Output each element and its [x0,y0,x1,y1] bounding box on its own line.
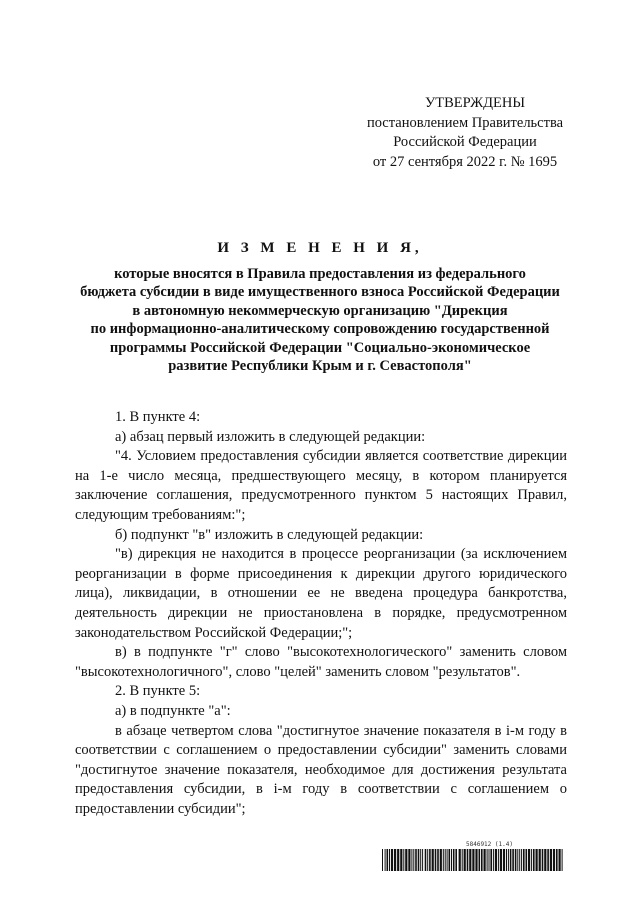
subtitle-line: в автономную некоммерческую организацию "Дирекция [132,302,508,319]
paragraph-abzac-4: в абзаце четвертом слова "достигнутое значение показателя в i-м году в соответствии с соглашением о предоставлении субсидии" заменить словами "достигнутое значение показателя, необходимое для достижения результата предоставления субсидии, в i-м году в соответствии с соглашением о предоставлении субсидии"; [75,722,567,817]
paragraph-subitem-b: б) подпункт "в" изложить в следующей редакции: [115,526,424,543]
subtitle-line: по информационно-аналитическому сопровождению государственной [90,321,550,338]
subtitle-line: развитие Республики Крым и г. Севастополя" [168,358,472,375]
paragraph-quote-4: "4. Условием предоставления субсидии является соответствие дирекции на 1-е число месяца, предшествующего месяцу, в котором планируется заключение соглашения, предусмотренного пунктом 5 настоящих Правил, следующим требованиям:"; [75,448,567,523]
barcode-icon [382,849,564,871]
approved-line-3: от 27 сентября 2022 г. № 1695 [372,153,558,170]
document-title: И З М Е Н Е Н И Я, [217,240,423,256]
paragraph-subitem-a2: а) в подпункте "а": [115,702,231,719]
paragraph-item-2: 2. В пункте 5: [115,683,201,700]
subtitle-line: которые вносятся в Правила предоставления из федерального [114,266,526,282]
subtitle-line: бюджета субсидии в виде имущественного взноса Российской Федерации [80,284,560,301]
paragraph-subitem-v: в) в подпункте "г" слово "высокотехнологического" заменить словом "высокотехнологичного", слово "целей" заменить словом "результатов". [75,644,567,680]
approved-line-1: постановлением Правительства [366,114,564,131]
document-subtitle [40,265,600,375]
subtitle-line: программы Российской Федерации "Социально-экономическое [109,339,531,356]
document-body [75,408,567,819]
paragraph-item-1: 1. В пункте 4: [115,409,201,425]
paragraph-quote-v: "в) дирекция не находится в процессе реорганизации (за исключением реорганизации в форме присоединения к дирекции другого юридического лица), ликвидации, в отношении ее не введена процедура банкротства, деятельность дирекции не приостановлена в порядке, предусмотренном законодательством Российской Федерации;"; [75,546,567,641]
barcode-number: 5846912 (1.4) [466,841,513,848]
paragraph-subitem-a: а) абзац первый изложить в следующей редакции: [115,428,426,445]
approval-stamp [340,94,590,172]
approved-heading: УТВЕРЖДЕНЫ [424,95,526,111]
approved-line-2: Российской Федерации [393,134,537,150]
